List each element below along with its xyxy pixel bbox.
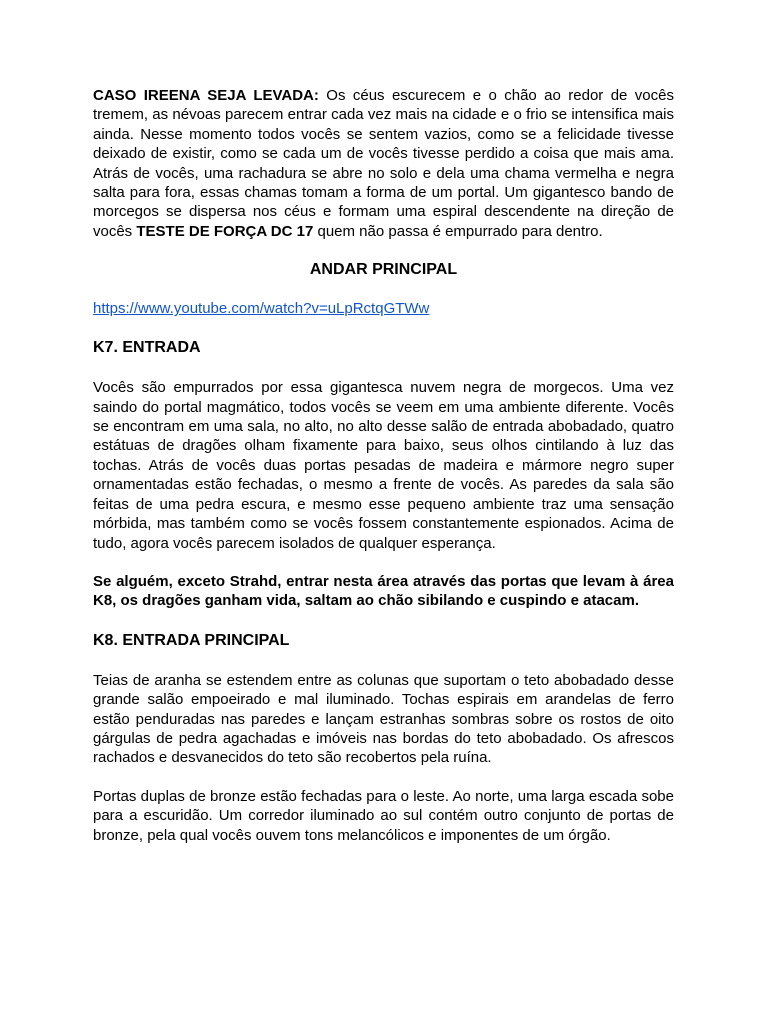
section-title: ANDAR PRINCIPAL: [309, 261, 458, 279]
k8-paragraph-1: Teias de aranha se estendem entre as colunas que suportam o teto abobadado desse grande salão empoeirado e mal iluminado. Tochas espirais em arandelas de ferro estão penduradas nas paredes e lançam estranhas sombras sobre os rostos de oito gárgulas de pedra agachadas e imóveis nas bordas do teto abobadado. Os afrescos rachados e desvanecidos do teto são recobertos pela ruína.: [93, 671, 674, 767]
k8-paragraph-2: Portas duplas de bronze estão fechadas para o leste. Ao norte, uma larga escada sobe para a escuridão. Um corredor iluminado ao sul contém outro conjunto de portas de bronze, pela qual vocês ouvem tons melancólicos e imponentes de um órgão.: [93, 787, 674, 844]
intro-text-2: quem não passa é empurrado para dentro.: [313, 222, 603, 240]
k7-paragraph: Vocês são empurrados por essa gigantesca nuvem negra de morgecos. Uma vez saindo do portal magmático, todos vocês se veem em uma ambiente diferente. Vocês se encontram em uma sala, no alto, no alto desse salão de entrada abobadado, quatro estátuas de dragões olham fixamente para baixo, seus olhos cintilando à luz das tochas. Atrás de vocês duas portas pesadas de madeira e mármore negro super ornamentadas estão fechadas, o mesmo a frente de vocês. As paredes da sala são feitas de uma pedra escura, e mesmo esse pequeno ambiente traz uma sensação mórbida, mas também como se vocês fossem constantemente espionados. Acima de tudo, agora vocês parecem isolados de qualquer esperança.: [93, 379, 674, 552]
k8-heading: K8. ENTRADA PRINCIPAL: [93, 631, 290, 649]
intro-test: TESTE DE FORÇA DC 17: [136, 222, 314, 240]
k7-bold-paragraph: Se alguém, exceto Strahd, entrar nesta área através das portas que levam à área K8, os dragões ganham vida, saltam ao chão sibilando e cuspindo e atacam.: [93, 572, 674, 610]
youtube-link[interactable]: https://www.youtube.com/watch?v=uLpRctqGTWw: [93, 300, 430, 318]
document-page: [93, 86, 674, 845]
intro-lead: CASO IREENA SEJA LEVADA:: [93, 87, 319, 104]
intro-paragraph: [93, 86, 674, 241]
intro-text-1: Os céus escurecem e o chão ao redor de vocês tremem, as névoas parecem entrar cada vez mais na cidade e o frio se intensifica mais ainda. Nesse momento todos vocês se sentem vazios, como se a felicidade tivesse deixado de existir, como se cada um de vocês tivesse perdido a coisa que mais ama. Atrás de vocês, uma rachadura se abre no solo e dela uma chama vermelha e negra salta para fora, essas chamas tomam a forma de um portal. Um gigantesco bando de morcegos se dispersa nos céus e formam uma espiral descendente na direção de vocês: [93, 87, 674, 240]
k7-heading: K7. ENTRADA: [93, 339, 201, 357]
